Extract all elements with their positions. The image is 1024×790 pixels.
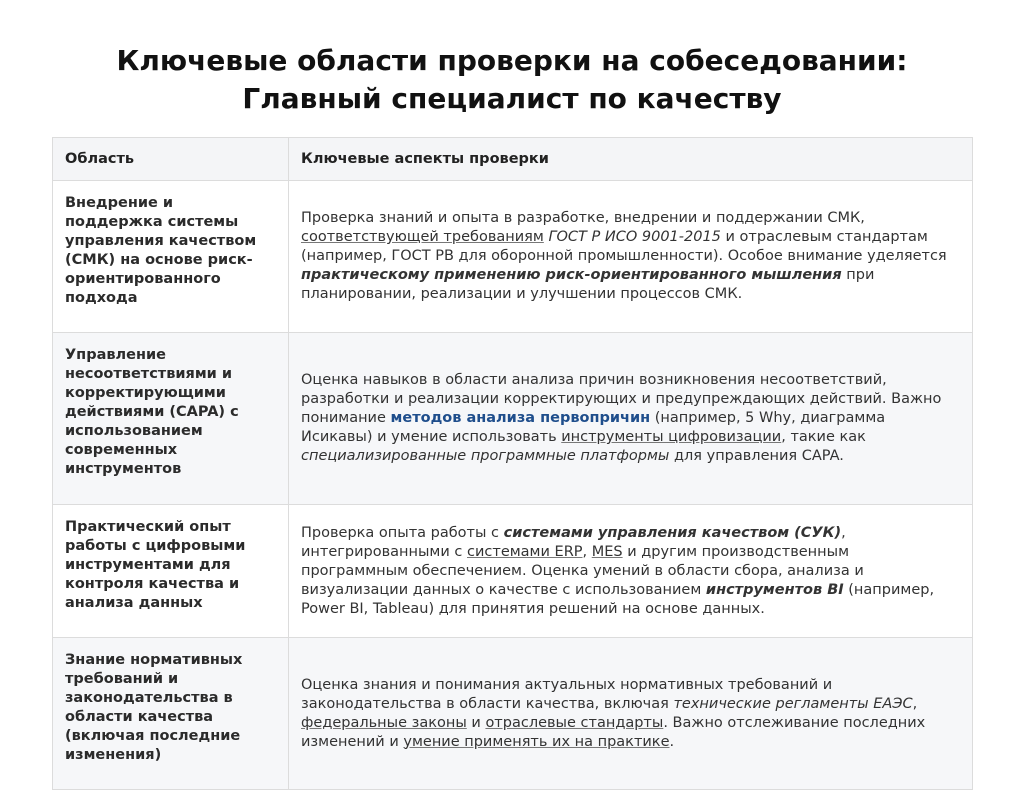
- underlined-phrase: умение применять их на практике: [403, 733, 670, 750]
- table-row: [53, 181, 973, 333]
- underlined-phrase: федеральные законы: [301, 714, 467, 731]
- interview-areas-table-container: [52, 137, 972, 790]
- area-cell: Знание нормативных требований и законодательства в области качества (включая последние изменения): [53, 638, 289, 790]
- emphasis-phrase: инструментов BI: [705, 581, 844, 598]
- highlight-phrase: методов анализа первопричин: [390, 410, 651, 426]
- aspects-cell: Оценка навыков в области анализа причин возникновения несоответствий, разработки и реализации корректирующих и предупреждающих действий. Важно понимание методов анализа первопричин (например, 5 Why, диаграмма Исикавы) и умение использовать инструменты цифровизации, такие как специализированные программные платформы для управления CAPA.: [289, 333, 973, 505]
- underlined-phrase: отраслевые стандарты: [485, 714, 664, 731]
- area-cell: Управление несоответствиями и корректирующими действиями (CAPA) с использованием современных инструментов: [53, 333, 289, 505]
- table-header-row: [53, 138, 973, 181]
- italic-phrase: ГОСТ Р ИСО 9001-2015: [548, 229, 721, 245]
- underlined-phrase: соответствующей требованиям: [301, 229, 544, 245]
- underlined-phrase: инструменты цифровизации: [561, 429, 782, 445]
- table-row: [53, 638, 973, 790]
- aspects-cell: Проверка знаний и опыта в разработке, внедрении и поддержании СМК, соответствующей требованиям ГОСТ Р ИСО 9001-2015 и отраслевым стандартам (например, ГОСТ РВ для оборонной промышленности). Особое внимание уделяется практическому применению риск-ориентированного мышления при планировании, реализации и улучшении процессов СМК.: [289, 181, 973, 333]
- page-title: [0, 0, 1024, 118]
- underlined-phrase: системами ERP: [467, 543, 583, 560]
- underlined-phrase: MES: [591, 543, 623, 560]
- table-row: [53, 333, 973, 505]
- area-cell: Внедрение и поддержка системы управления качеством (СМК) на основе риск- ориентированного подхода: [53, 181, 289, 333]
- italic-phrase: технические регламенты ЕАЭС: [673, 695, 913, 712]
- column-header-aspects: Ключевые аспекты проверки: [289, 138, 973, 181]
- italic-phrase: специализированные программные платформы: [301, 448, 670, 464]
- table-row: [53, 505, 973, 638]
- column-header-area: Область: [53, 138, 289, 181]
- area-cell: Практический опыт работы с цифровыми инструментами для контроля качества и анализа данных: [53, 505, 289, 638]
- title-line-2: Главный специалист по качеству: [242, 82, 782, 115]
- emphasis-phrase: системами управления качеством (СУК): [503, 524, 842, 541]
- title-line-1: Ключевые области проверки на собеседовании:: [116, 44, 908, 77]
- aspects-cell: Проверка опыта работы с системами управления качеством (СУК), интегрированными с системами ERP, MES и другим производственным программным обеспечением. Оценка умений в области сбора, анализа и визуализации данных о качестве с использованием инструментов BI (например, Power BI, Tableau) для принятия решений на основе данных.: [289, 505, 973, 638]
- emphasis-phrase: практическому применению риск-ориентированного мышления: [301, 267, 842, 283]
- interview-areas-table: [52, 137, 973, 790]
- aspects-cell: Оценка знания и понимания актуальных нормативных требований и законодательства в области качества, включая технические регламенты ЕАЭС, федеральные законы и отраслевые стандарты. Важно отслеживание последних изменений и умение применять их на практике.: [289, 638, 973, 790]
